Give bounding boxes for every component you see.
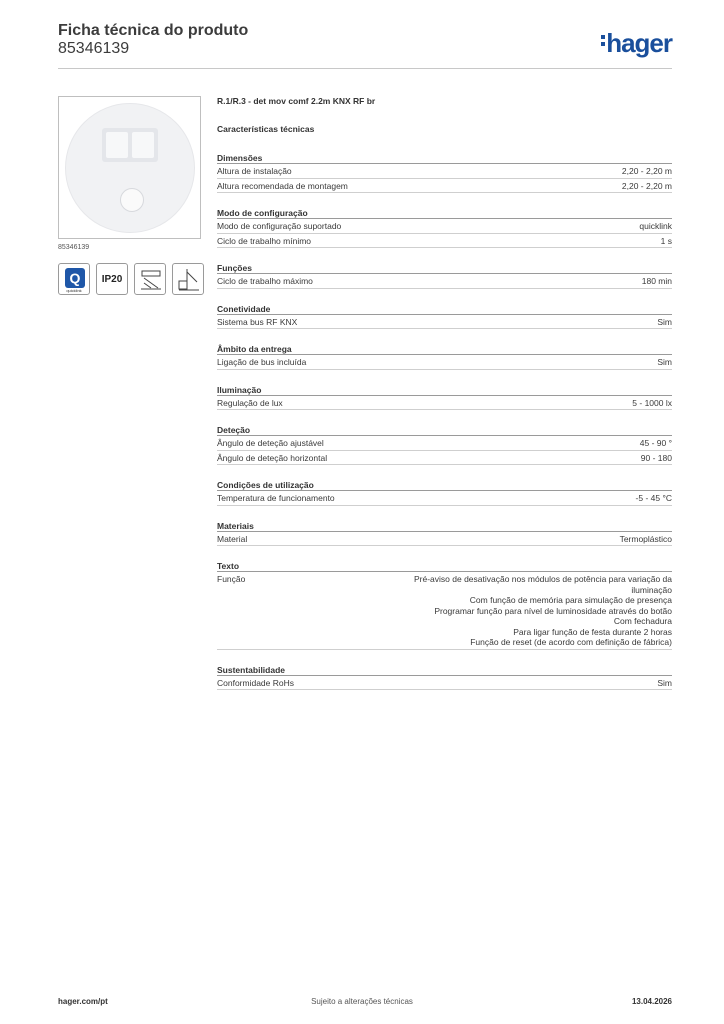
row-label: Sistema bus RF KNX <box>217 316 298 327</box>
section-title: Deteção <box>217 422 672 436</box>
row-value: 2,20 - 2,20 m <box>621 180 672 191</box>
row-value: 2,20 - 2,20 m <box>621 166 672 176</box>
spec-section <box>217 518 672 547</box>
section-title: Modo de configuração <box>217 205 672 219</box>
detection-angle-icon <box>172 263 204 295</box>
table-row <box>217 179 672 194</box>
spec-section <box>217 260 672 289</box>
spec-sections <box>217 150 672 558</box>
row-value: 1 s <box>660 235 672 246</box>
brand-logo <box>601 28 672 59</box>
table-row <box>217 219 672 234</box>
ip-rating-icon <box>96 263 128 295</box>
row-value: Sim <box>657 357 672 367</box>
section-title: Dimensões <box>217 150 672 164</box>
row-value: Termoplástico <box>619 533 672 544</box>
row-label: Regulação de lux <box>217 397 283 408</box>
section-title: Materiais <box>217 518 672 532</box>
function-line: Função de reset (de acordo com definição de fábrica) <box>470 637 672 647</box>
mounting-height-icon <box>134 263 166 295</box>
quicklink-letter: Q <box>65 268 85 288</box>
footer-website: hager.com/pt <box>58 997 108 1006</box>
section-title: Sustentabilidade <box>217 662 672 676</box>
quicklink-icon <box>58 263 90 295</box>
row-label: Ciclo de trabalho mínimo <box>217 235 312 246</box>
function-line: iluminação <box>631 584 672 595</box>
section-title: Funções <box>217 260 672 274</box>
spec-section <box>217 301 672 330</box>
header-divider <box>58 68 672 69</box>
table-row <box>217 355 672 370</box>
technical-characteristics-heading: Características técnicas <box>217 124 315 134</box>
spec-section <box>217 150 672 193</box>
table-row <box>217 676 672 691</box>
row-value: -5 - 45 °C <box>635 493 672 503</box>
row-label: Temperatura de funcionamento <box>217 493 335 503</box>
product-title: R.1/R.3 - det mov comf 2.2m KNX RF br <box>217 96 376 106</box>
footer-note: Sujeito a alterações técnicas <box>311 997 413 1006</box>
function-line: Com fechadura <box>613 616 672 626</box>
section-title: Iluminação <box>217 382 672 396</box>
row-label: Função <box>217 574 246 584</box>
row-label: Ciclo de trabalho máximo <box>217 276 313 286</box>
function-line: Para ligar função de festa durante 2 horas <box>513 626 672 637</box>
spec-content <box>217 96 672 690</box>
row-value: quicklink <box>639 221 672 231</box>
function-description <box>372 574 672 648</box>
table-row <box>217 491 672 506</box>
table-row <box>217 532 672 547</box>
quicklink-label: quicklink <box>66 288 82 293</box>
row-label: Ângulo de deteção ajustável <box>217 438 324 448</box>
function-line: Programar função para nível de luminosidade através do botão <box>434 605 672 616</box>
product-number: 85346139 <box>58 40 130 57</box>
row-label: Ângulo de deteção horizontal <box>217 452 328 463</box>
page-title: Ficha técnica do produto <box>58 22 249 39</box>
row-label: Altura recomendada de montagem <box>217 180 348 191</box>
section-title: Conetividade <box>217 301 672 315</box>
spec-section <box>217 341 672 370</box>
table-row <box>217 234 672 249</box>
function-line: Com função de memória para simulação de presença <box>469 595 672 605</box>
table-row <box>217 436 672 451</box>
row-value: 5 - 1000 lx <box>632 397 672 408</box>
table-row <box>217 164 672 179</box>
function-line: Pré-aviso de desativação nos módulos de potência para variação da <box>414 574 672 584</box>
row-label: Altura de instalação <box>217 166 292 176</box>
table-row <box>217 396 672 411</box>
section-title: Condições de utilização <box>217 477 672 491</box>
spec-section <box>217 382 672 411</box>
function-row <box>217 572 672 650</box>
detector-button <box>120 188 144 212</box>
brand-logo-text: hager <box>606 28 672 58</box>
sustainability-section <box>217 662 672 691</box>
table-row <box>217 274 672 289</box>
spec-section <box>217 477 672 506</box>
row-label: Material <box>217 533 248 544</box>
detector-body <box>65 103 195 233</box>
row-value: 90 - 180 <box>640 452 672 463</box>
product-image <box>58 96 201 239</box>
section-title: Âmbito da entrega <box>217 341 672 355</box>
row-label: Ligação de bus incluída <box>217 357 307 367</box>
spec-section <box>217 205 672 248</box>
table-row <box>217 315 672 330</box>
text-section <box>217 558 672 650</box>
row-value: Sim <box>657 316 672 327</box>
row-value: Sim <box>657 677 672 688</box>
row-label: Conformidade RoHs <box>217 677 295 688</box>
spec-section <box>217 422 672 465</box>
table-row <box>217 451 672 466</box>
ip-rating-label: IP20 <box>101 273 123 285</box>
detector-lens <box>102 128 158 162</box>
row-value: 45 - 90 ° <box>639 438 672 448</box>
feature-icons <box>58 263 204 295</box>
row-label: Modo de configuração suportado <box>217 221 342 231</box>
section-title: Texto <box>217 558 672 572</box>
footer-date: 13.04.2026 <box>631 997 672 1006</box>
image-caption: 85346139 <box>58 244 90 251</box>
row-value: 180 min <box>641 276 672 286</box>
